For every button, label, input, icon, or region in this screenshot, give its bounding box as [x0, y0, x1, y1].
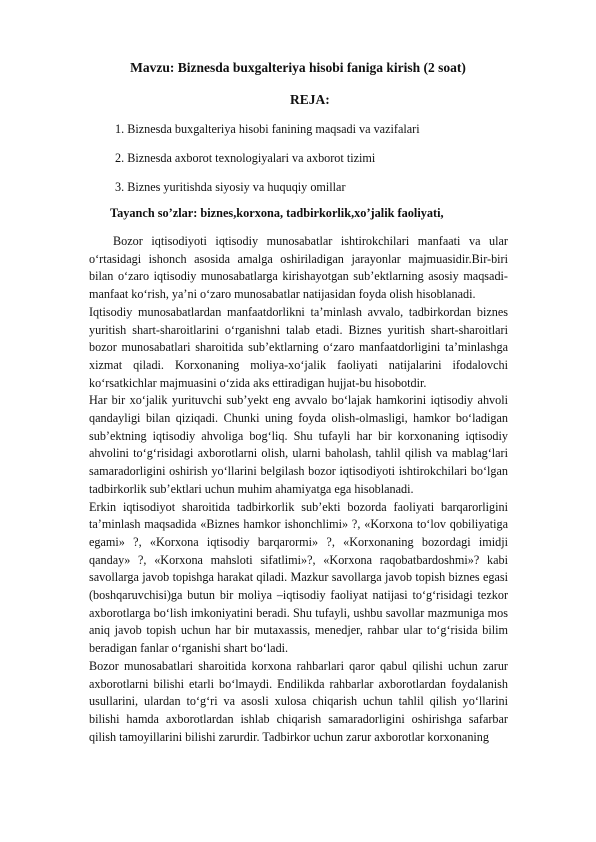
- body-text: [89, 233, 508, 746]
- paragraph: Har bir xo‘jalik yurituvchi sub’yekt eng avvalo bo‘lajak hamkorini iqtisodiy ahvoli qandayligi bilan qiziqadi. Chunki uning foyda olish-olmasligi, hamkor bo‘ladigan sub’ektning iqtisodiy ahvoliga bog‘liq. Shu tufayli har bir korxonaning iqtisodiy ahvolini to‘g‘risidagi axborotlarni olish, ularni baholash, tahlil qilish va mablag‘lari samaradorligini oshirish yo‘llarini belgilash bozor iqtisodiyoti ishtirokchilari bo‘lgan tadbirkorlik sub’ektlari uchun muhim ahamiyatga ega hisoblanadi.: [89, 393, 508, 496]
- keywords-line: Tayanch so’zlar: biznes,korxona, tadbirkorlik,xo’jalik faoliyati,: [110, 206, 444, 220]
- paragraph: Bozor munosabatlari sharoitida korxona rahbarlari qaror qabul qilishi uchun zarur axborotlarni bilishi etarli bo‘lmaydi. Endilikda rahbarlar axborotlardan foydalanish usullarini, ulardan to‘g‘ri va asosli xulosa chiqarish uchun tahlil qilish yo‘llarini bilishi hamda axborotlardan ishlab chiqarish samaradorligini oshirishga safarbar qilish tamoyillarini bilishi zarurdir. Tadbirkor uchun zarur axborotlar korxonaning: [89, 658, 508, 744]
- paragraph: Iqtisodiy munosabatlardan manfaatdorlikni ta’minlash avvalo, tadbirkordan biznes yuritish shart-sharoitlarini o‘rganishni talab etadi. Biznes yuritish shart-sharoitlari bozor munosabatlari sharoitida sub’ektlarning o‘zaro manfaatdorligini ta’minlashga xizmat qiladi. Korxonaning moliya-xo‘jalik faoliyati natijalarini ifodalovchi ko‘rsatkichlar majmuasini o‘zida aks ettiradigan hujjat-bu hisobotdir.: [89, 304, 508, 390]
- paragraph: Bozor iqtisodiyoti iqtisodiy munosabatlar ishtirokchilari manfaati va ular o‘rtasidagi ishonch asosida amalga oshiriladigan jarayonlar majmuasidir.Bir-biri bilan o‘zaro iqtisodiy munosabatlarga kirishayotgan sub’ektlarning asosiy maqsadi-manfaat ko‘rish, ya’ni o‘zaro munosabatlar natijasidan foyda olish hisoblanadi.: [89, 234, 508, 302]
- plan-list: [115, 121, 420, 208]
- paragraph: Erkin iqtisodiyot sharoitida tadbirkorlik sub’ekti bozorda faoliyati barqarorligini ta’minlash maqsadida «Biznes hamkor ishonchlimi» ?, «Korxona to‘lov qobiliyatiga egami» ?, «Korxona iqtisodiy barqarormi» ?, «Korxonaning bozordagi imidji qanday» ?, «Korxona mahsloti sifatlimi»?, «Korxona raqobatbardoshmi»? kabi savollarga javob topishga harakat qiladi. Mazkur savollarga javob topish biznes egasi (boshqaruvchisi)ga butun bir moliya –iqtisodiy faoliyat natijasi to‘g‘risidagi tezkor axborotlarga bo‘lish imkoniyatini beradi. Shu tufayli, ushbu savollar mazmuniga mos aniq javob topish uchun har bir mutaxassis, menedjer, rahbar ular to‘g‘risida bilim beradigan fanlar o‘rganishi shart bo‘ladi.: [89, 499, 508, 656]
- plan-item: 1. Biznesda buxgalteriya hisobi fanining maqsadi va vazifalari: [115, 122, 420, 136]
- plan-item: 2. Biznesda axborot texnologiyalari va axborot tizimi: [115, 151, 376, 165]
- page-title: Mavzu: Biznesda buxgalteriya hisobi faniga kirish (2 soat): [130, 60, 466, 75]
- plan-item: 3. Biznes yuritishda siyosiy va huquqiy omillar: [115, 180, 346, 194]
- plan-heading: REJA:: [290, 92, 330, 107]
